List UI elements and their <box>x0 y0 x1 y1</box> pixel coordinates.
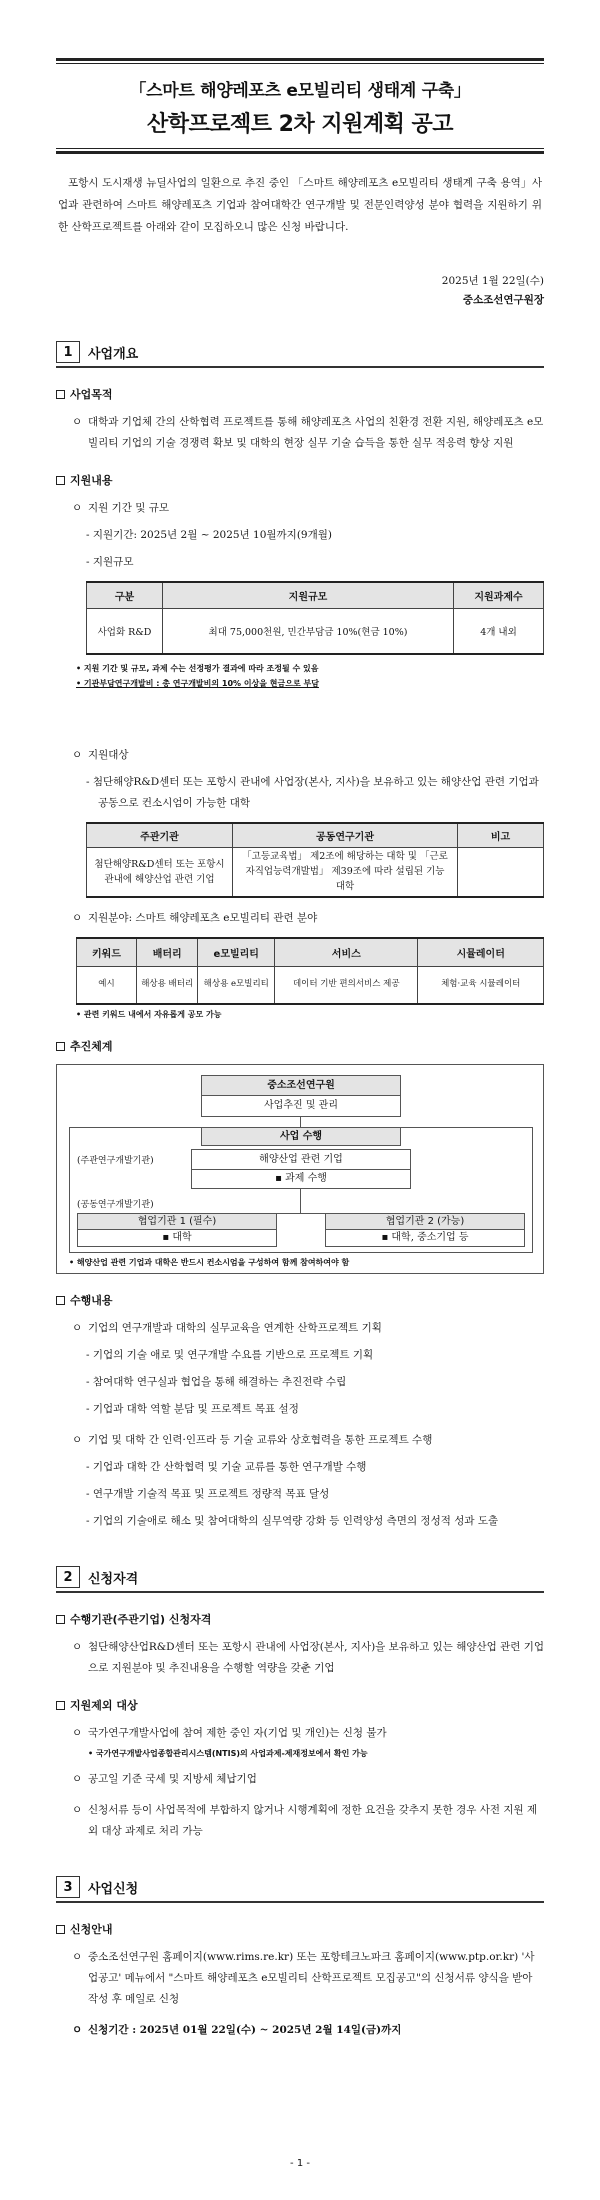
diagram-top-box: 중소조선연구원 사업추진 및 관리 <box>201 1075 401 1117</box>
task-item: ㅇ 기업 및 대학 간 인력·인프라 등 기술 교류와 상호협력을 통한 프로젝트 수행 <box>72 1434 433 1446</box>
table-header: 배터리 <box>137 938 198 966</box>
task-item: - 기업의 기술 애로 및 연구개발 수요를 기반으로 프로젝트 기획 <box>86 1349 374 1361</box>
list-item: ㅇ 지원 기간 및 규모 <box>72 502 170 514</box>
subsection-guide: 신청안내 <box>56 1921 544 1937</box>
task-item: ㅇ 기업의 연구개발과 대학의 실무교육을 연계한 산학프로젝트 기획 <box>72 1322 382 1334</box>
section-title: 사업개요 <box>88 346 139 362</box>
title-bottom-rule <box>56 148 544 154</box>
note: • 국가연구개발사업종합관리시스템(NTIS)의 사업과제-제재정보에서 확인 가능 <box>88 1749 368 1758</box>
section-3-header <box>56 1876 544 1898</box>
subsection-purpose: 사업목적 <box>56 386 544 402</box>
square-bullet-icon <box>56 1615 65 1624</box>
section-number: 2 <box>56 1566 80 1588</box>
section-divider <box>56 366 544 368</box>
table-header: 지원규모 <box>163 582 454 608</box>
subsection-qualification: 수행기관(주관기업) 신청자격 <box>56 1611 544 1627</box>
diagram-exec-box: 사업 수행 <box>69 1127 533 1253</box>
subsection-tasks: 수행내용 <box>56 1292 544 1308</box>
square-bullet-icon <box>56 390 65 399</box>
list-item: - 지원기간: 2025년 2월 ~ 2025년 10월까지(9개월) <box>86 529 332 541</box>
note: • 지원 기간 및 규모, 과제 수는 선정평가 결과에 따라 조정될 수 있음 <box>76 664 319 673</box>
task-item: - 참여대학 연구실과 협업을 통해 해결하는 추진전략 수립 <box>86 1376 347 1388</box>
table-row: 첨단해양R&D센터 또는 포항시 관내에 해양산업 관련 기업 「고등교육법」 제2조에 해당하는 대학 및 「근로자직업능력개발법」 제39조에 따라 설립된 기능 대학 <box>87 847 544 897</box>
issuing-organization: 중소조선연구원장 <box>462 294 544 306</box>
lead-label: (주관연구개발기관) <box>77 1156 154 1166</box>
table-header: 비고 <box>458 823 544 847</box>
table-header: 서비스 <box>275 938 418 966</box>
square-bullet-icon <box>56 1701 65 1710</box>
diagram-note: • 해양산업 관련 기업과 대학은 반드시 컨소시엄을 구성하여 함께 참여하여야 함 <box>69 1258 350 1267</box>
table-header: e모빌리티 <box>198 938 275 966</box>
diagram-joint2-box: 협업기관 2 (가능) ▪ 대학, 중소기업 등 <box>325 1213 525 1247</box>
page-number: - 1 - <box>290 2158 310 2169</box>
keyword-table <box>76 937 544 1005</box>
list-item: - 지원규모 <box>86 556 134 568</box>
section-divider <box>56 1591 544 1593</box>
list-item: ㅇ 대학과 기업체 간의 산학협력 프로젝트를 통해 해양레포츠 사업의 친환경 전환 지원, 해양레포츠 e모빌리티 기업의 기술 경쟁력 확보 및 대학의 현장 실무 기술 습득을 통한 실무 적응력 향상 지원 <box>72 416 544 449</box>
subsection-structure: 추진체계 <box>56 1038 544 1054</box>
note: • 기관부담연구개발비 : 총 연구개발비의 10% 이상을 현금으로 부담 <box>76 679 319 688</box>
subsection-support: 지원내용 <box>56 472 544 488</box>
list-item: ㅇ 중소조선연구원 홈페이지(www.rims.re.kr) 또는 포항테크노파크 홈페이지(www.ptp.or.kr) '사업공고' 메뉴에서 "스마트 해양레포츠 e모빌리티 산학프로젝트 모집공고"의 신청서류 양식을 받아 작성 후 메일로 신청 <box>72 1951 535 2005</box>
section-divider <box>56 1901 544 1903</box>
table-header: 키워드 <box>77 938 137 966</box>
intro-paragraph: 포항시 도시재생 뉴딜사업의 일환으로 추진 중인 「스마트 해양레포츠 e모빌리티 생태계 구축 용역」사업과 관련하여 스마트 해양레포츠 기업과 참여대학간 연구개발 및 전문인력양성 분야 협력을 지원하기 위한 산학프로젝트를 아래와 같이 모집하오니 많은 신청 바랍니다. <box>58 177 542 233</box>
task-item: - 기업의 기술애로 해소 및 참여대학의 실무역량 강화 등 인력양성 측면의 정성적 성과 도출 <box>86 1515 499 1527</box>
title-line-2: 산학프로젝트 2차 지원계획 공고 <box>146 112 454 137</box>
table-header: 공동연구기관 <box>233 823 458 847</box>
square-bullet-icon <box>56 1925 65 1934</box>
list-item: ㅇ 국가연구개발사업에 참여 제한 중인 자(기업 및 개인)는 신청 불가 <box>72 1727 387 1739</box>
title-box <box>56 64 544 148</box>
joint-label: (공동연구개발기관) <box>77 1200 154 1210</box>
list-item: ㅇ 공고일 기준 국세 및 지방세 체납기업 <box>72 1773 257 1785</box>
announcement-date: 2025년 1월 22일(수) <box>441 275 544 287</box>
table-header: 시뮬레이터 <box>418 938 544 966</box>
application-period: ㅇ 신청기간 : 2025년 01월 22일(수) ~ 2025년 2월 14일(금)까지 <box>72 2024 402 2036</box>
note: • 관련 키워드 내에서 자유롭게 공모 가능 <box>76 1010 222 1019</box>
task-item: - 연구개발 기술적 목표 및 프로젝트 정량적 목표 달성 <box>86 1488 330 1500</box>
square-bullet-icon <box>56 476 65 485</box>
table-row: 사업화 R&D 최대 75,000천원, 민간부담금 10%(현금 10%) 4개 내외 <box>87 608 544 654</box>
diagram-joint1-box: 협업기관 1 (필수) ▪ 대학 <box>77 1213 277 1247</box>
task-item: - 기업과 대학 간 산학협력 및 기술 교류를 통한 연구개발 수행 <box>86 1461 367 1473</box>
list-item: ㅇ 신청서류 등이 사업목적에 부합하지 않거나 시행계획에 정한 요건을 갖추지 못한 경우 사전 지원 제외 대상 과제로 처리 가능 <box>72 1804 538 1837</box>
section-title: 신청자격 <box>88 1571 139 1587</box>
table-row: 예시 해상용 배터리 해상용 e모빌리티 데이터 기반 편의서비스 제공 체험·교육 시뮬레이터 <box>77 966 544 1004</box>
diagram-lead-box: 해양산업 관련 기업 ▪ 과제 수행 <box>191 1149 411 1189</box>
table-header: 지원과제수 <box>454 582 544 608</box>
section-number: 1 <box>56 341 80 363</box>
subsection-exclusion: 지원제외 대상 <box>56 1697 544 1713</box>
table-header: 주관기관 <box>87 823 233 847</box>
org-structure-diagram <box>56 1064 544 1274</box>
section-number: 3 <box>56 1876 80 1898</box>
section-2-header <box>56 1566 544 1588</box>
table-header: 구분 <box>87 582 163 608</box>
support-scale-table <box>86 581 544 655</box>
section-1-header <box>56 341 544 363</box>
title-line-1: 「스마트 해양레포츠 e모빌리티 생태계 구축」 <box>129 81 471 101</box>
list-item: - 첨단해양R&D센터 또는 포항시 관내에 사업장(본사, 지사)을 보유하고 있는 해양산업 관련 기업과 공동으로 컨소시엄이 가능한 대학 <box>86 776 539 809</box>
list-item: ㅇ 지원대상 <box>72 749 129 761</box>
section-title: 사업신청 <box>88 1881 139 1897</box>
list-item: ㅇ 첨단해양산업R&D센터 또는 포항시 관내에 사업장(본사, 지사)을 보유하고 있는 해양산업 관련 기업으로 지원분야 및 추진내용을 수행할 역량을 갖춘 기업 <box>72 1641 545 1674</box>
task-item: - 기업과 대학 역할 분담 및 프로젝트 목표 설정 <box>86 1403 299 1415</box>
document-page <box>56 58 544 2041</box>
square-bullet-icon <box>56 1296 65 1305</box>
square-bullet-icon <box>56 1042 65 1051</box>
list-item: ㅇ 지원분야: 스마트 해양레포츠 e모빌리티 관련 분야 <box>72 912 318 924</box>
eligible-institutions-table <box>86 822 544 898</box>
tasks-list <box>56 1318 544 1532</box>
